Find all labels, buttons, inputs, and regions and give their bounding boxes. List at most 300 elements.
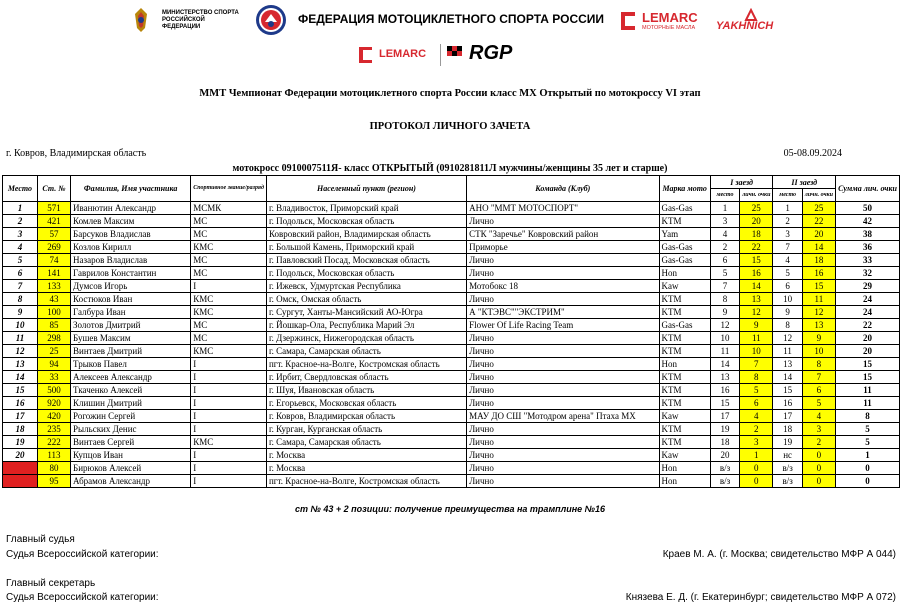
cell-moto: Gas-Gas [659,254,710,267]
cell-race1-pos: 4 [710,228,739,241]
cell-total: 22 [836,319,900,332]
cell-name: Козлов Кирилл [71,241,191,254]
cell-race1-pos: в/з [710,462,739,475]
cell-rank: МС [191,319,267,332]
cell-race1-pts: 9 [740,319,773,332]
cell-rank: I [191,280,267,293]
cell-race1-pts: 4 [740,410,773,423]
cell-team: Лично [467,254,659,267]
cell-city: г. Ковров, Владимирская область [266,410,466,423]
table-row [3,449,900,462]
cell-name: Винтаев Сергей [71,436,191,449]
cell-race2-pos: 12 [773,332,802,345]
cell-city: г. Курган, Курганская область [266,423,466,436]
cell-race1-pts: 14 [740,280,773,293]
cell-rank: I [191,410,267,423]
cell-team: Лично [467,215,659,228]
table-row [3,267,900,280]
cell-race2-pts: 0 [802,475,835,488]
cell-total: 15 [836,371,900,384]
cell-name: Галбура Иван [71,306,191,319]
cell-rank: МС [191,267,267,280]
cell-total: 50 [836,202,900,215]
cell-race1-pts: 25 [740,202,773,215]
cell-team: Лично [467,345,659,358]
lemarc-mark-icon [356,45,376,65]
col-moto: Марка мото [659,176,710,202]
cell-race2-pos: 5 [773,267,802,280]
cell-race1-pos: 15 [710,397,739,410]
cell-race2-pts: 3 [802,423,835,436]
cell-number: 133 [37,280,70,293]
cell-race2-pts: 14 [802,241,835,254]
cell-team: Лично [467,436,659,449]
cell-moto: Kaw [659,280,710,293]
rgp-flag-icon [445,44,465,64]
cell-rank: КМС [191,345,267,358]
cell-city: г. Йошкар-Ола, Республика Марий Эл [266,319,466,332]
cell-total: 29 [836,280,900,293]
cell-rank: I [191,397,267,410]
cell-moto: KTM [659,423,710,436]
cell-city: пгт. Красное-на-Волге, Костромская область [266,358,466,371]
cell-number: 80 [37,462,70,475]
cell-place: 16 [3,397,38,410]
cell-moto: Hon [659,267,710,280]
cell-race1-pts: 20 [740,215,773,228]
cell-number: 100 [37,306,70,319]
cell-race2-pos: 7 [773,241,802,254]
yakhnich-logo [716,8,788,34]
cell-number: 85 [37,319,70,332]
cell-team: Мотобокс 18 [467,280,659,293]
cell-name: Бирюков Алексей [71,462,191,475]
cell-number: 421 [37,215,70,228]
cell-race1-pts: 1 [740,449,773,462]
cell-total: 20 [836,345,900,358]
cell-race2-pos: 13 [773,358,802,371]
table-row [3,306,900,319]
cell-place: 7 [3,280,38,293]
cell-rank: МС [191,228,267,241]
results-table [2,175,900,488]
cell-number: 25 [37,345,70,358]
cell-race2-pos: 17 [773,410,802,423]
col-race1: I заезд [710,176,773,189]
cell-total: 15 [836,358,900,371]
cell-place: 18 [3,423,38,436]
chief-judge-name: Краев М. А. (г. Москва; свидетельство МФР А 044) [662,549,896,560]
cell-place: 10 [3,319,38,332]
cell-total: 42 [836,215,900,228]
cell-name: Назаров Владислав [71,254,191,267]
col-race2: II заезд [773,176,836,189]
cell-place: 6 [3,267,38,280]
cell-total: 20 [836,332,900,345]
col-number: Ст. № [37,176,70,202]
table-row [3,345,900,358]
col-rank: Спортивное звание/разряд [191,176,267,202]
cell-city: г. Ирбит, Свердловская область [266,371,466,384]
cell-total: 5 [836,436,900,449]
table-row [3,384,900,397]
cell-race2-pts: 16 [802,267,835,280]
cell-race2-pos: 3 [773,228,802,241]
cell-total: 1 [836,449,900,462]
class-subtitle: мотокросс 0910007511Я- класс ОТКРЫТЫЙ (0910281811Л мужчины/женщины 35 лет и старше) [232,163,668,174]
rgp-logo [445,42,537,68]
cell-race2-pos: 2 [773,215,802,228]
table-header-row [3,176,900,189]
cell-number: 57 [37,228,70,241]
cell-team: Лично [467,267,659,280]
cell-place [3,475,38,488]
cell-race2-pts: 11 [802,293,835,306]
cell-total: 36 [836,241,900,254]
cell-total: 33 [836,254,900,267]
cell-city: г. Москва [266,462,466,475]
cell-moto: Kaw [659,449,710,462]
col-city: Населенный пункт (регион) [266,176,466,202]
cell-team: Лично [467,449,659,462]
cell-team: Лично [467,397,659,410]
cell-rank: I [191,358,267,371]
cell-race1-pos: 9 [710,306,739,319]
cell-place: 12 [3,345,38,358]
ministry-emblem-icon [127,6,155,34]
cell-rank: КМС [191,306,267,319]
cell-name: Рыльских Денис [71,423,191,436]
cell-race2-pts: 7 [802,371,835,384]
cell-city: пгт. Красное-на-Волге, Костромская область [266,475,466,488]
table-row [3,397,900,410]
cell-race1-pos: 5 [710,267,739,280]
cell-name: Золотов Дмитрий [71,319,191,332]
cell-race2-pts: 12 [802,306,835,319]
federation-title: ФЕДЕРАЦИЯ МОТОЦИКЛЕТНОГО СПОРТА РОССИИ [298,12,605,26]
rgp-brand: RGP [469,42,513,64]
results-body [3,202,900,488]
ministry-text: МИНИСТЕРСТВО СПОРТА РОССИЙСКОЙ ФЕДЕРАЦИИ [162,10,239,30]
cell-rank: КМС [191,241,267,254]
cell-name: Абрамов Александр [71,475,191,488]
federation-logo-icon [255,4,287,36]
cell-name: Иванютин Александр [71,202,191,215]
cell-race1-pts: 15 [740,254,773,267]
cell-race1-pos: 16 [710,384,739,397]
cell-city: г. Подольск, Московская область [266,267,466,280]
logo-header [0,0,900,80]
cell-moto: KTM [659,371,710,384]
cell-total: 24 [836,306,900,319]
table-row [3,319,900,332]
cell-moto: KTM [659,332,710,345]
cell-total: 8 [836,410,900,423]
cell-rank: I [191,423,267,436]
cell-race1-pos: 10 [710,332,739,345]
cell-city: г. Владивосток, Приморский край [266,202,466,215]
jump-note: ст № 43 + 2 позиции: получение преимущества на трамплине №16 [295,504,605,514]
table-row [3,462,900,475]
cell-race1-pos: 17 [710,410,739,423]
cell-race2-pts: 0 [802,462,835,475]
cell-race2-pos: 10 [773,293,802,306]
cell-place: 17 [3,410,38,423]
cell-moto: KTM [659,436,710,449]
cell-city: г. Сургут, Ханты-Мансийский АО-Югра [266,306,466,319]
cell-name: Купцов Иван [71,449,191,462]
cell-total: 24 [836,293,900,306]
cell-city: г. Павловский Посад, Московская область [266,254,466,267]
cell-place: 11 [3,332,38,345]
cell-moto: KTM [659,397,710,410]
cell-city: Ковровский район, Владимирская область [266,228,466,241]
cell-place: 2 [3,215,38,228]
cell-moto: KTM [659,215,710,228]
cell-place: 9 [3,306,38,319]
cell-place: 14 [3,371,38,384]
cell-race1-pts: 0 [740,462,773,475]
cell-race1-pts: 2 [740,423,773,436]
col-total: Сумма лич. очки [836,176,900,202]
cell-race1-pts: 22 [740,241,773,254]
cell-race2-pos: 19 [773,436,802,449]
cell-race1-pos: 18 [710,436,739,449]
cell-race1-pos: 14 [710,358,739,371]
cell-total: 0 [836,475,900,488]
table-row [3,241,900,254]
cell-team: МАУ ДО СШ "Мотодром арена" Птаха МХ [467,410,659,423]
cell-team: Лично [467,371,659,384]
cell-race2-pos: 16 [773,397,802,410]
cell-race2-pos: 11 [773,345,802,358]
cell-race1-pos: 8 [710,293,739,306]
cell-name: Алексеев Александр [71,371,191,384]
cell-race1-pos: 6 [710,254,739,267]
cell-place: 13 [3,358,38,371]
cell-race2-pts: 15 [802,280,835,293]
cell-place: 5 [3,254,38,267]
cell-race2-pts: 13 [802,319,835,332]
cell-race1-pts: 5 [740,384,773,397]
cell-race1-pos: 20 [710,449,739,462]
cell-rank: МС [191,332,267,345]
cell-rank: КМС [191,436,267,449]
cell-name: Трыков Павел [71,358,191,371]
cell-number: 222 [37,436,70,449]
cell-total: 11 [836,397,900,410]
cell-rank: I [191,371,267,384]
cell-number: 500 [37,384,70,397]
cell-team: Лично [467,384,659,397]
cell-race2-pts: 0 [802,449,835,462]
cell-race1-pts: 6 [740,397,773,410]
cell-city: г. Егорьевск, Московская область [266,397,466,410]
cell-city: г. Подольск, Московская область [266,215,466,228]
lemarc-brand: LEMARC [642,10,698,25]
cell-race1-pts: 3 [740,436,773,449]
cell-race2-pos: в/з [773,462,802,475]
col-race2-pts: личн. очки [802,189,835,202]
cell-race1-pts: 0 [740,475,773,488]
cell-race2-pos: 1 [773,202,802,215]
col-race2-pos: место [773,189,802,202]
cell-number: 33 [37,371,70,384]
cell-race2-pts: 9 [802,332,835,345]
lemarc-sub: МОТОРНЫЕ МАСЛА [642,25,696,31]
cell-race1-pts: 16 [740,267,773,280]
cell-race2-pos: нс [773,449,802,462]
cell-total: 32 [836,267,900,280]
col-race1-pos: место [710,189,739,202]
cell-moto: Gas-Gas [659,319,710,332]
cell-place: 1 [3,202,38,215]
cell-number: 235 [37,423,70,436]
cell-city: г. Москва [266,449,466,462]
cell-race1-pts: 8 [740,371,773,384]
cell-team: А "КТЭВС""ЭКСТРИМ" [467,306,659,319]
cell-city: г. Омск, Омская область [266,293,466,306]
cell-name: Думсов Игорь [71,280,191,293]
cell-number: 43 [37,293,70,306]
cell-city: г. Самара, Самарская область [266,436,466,449]
protocol-title: ПРОТОКОЛ ЛИЧНОГО ЗАЧЕТА [369,121,531,132]
cell-place: 19 [3,436,38,449]
cell-race2-pos: 15 [773,384,802,397]
cell-race2-pts: 5 [802,397,835,410]
cell-rank: I [191,384,267,397]
cell-team: АНО "ММТ МОТОСПОРТ" [467,202,659,215]
col-name: Фамилия, Имя участника [71,176,191,202]
cell-race1-pts: 12 [740,306,773,319]
lemarc-logo-secondary [356,44,438,66]
table-row [3,215,900,228]
cell-city: г. Дзержинск, Нижегородская область [266,332,466,345]
lemarc-mid-brand: LEMARC [379,48,427,60]
cell-race1-pts: 13 [740,293,773,306]
cell-moto: Kaw [659,410,710,423]
cell-race2-pts: 2 [802,436,835,449]
cell-race1-pts: 10 [740,345,773,358]
cell-team: Flower Of Life Racing Team [467,319,659,332]
cell-city: г. Шуя, Ивановская область [266,384,466,397]
cell-race1-pos: 12 [710,319,739,332]
cell-moto: Hon [659,462,710,475]
cell-number: 113 [37,449,70,462]
cell-team: Лично [467,475,659,488]
cell-place: 15 [3,384,38,397]
yakhnich-brand: YAKHNICH [716,20,774,32]
chief-judge-title: Главный судья [6,534,75,545]
cell-moto: KTM [659,345,710,358]
cell-race1-pos: 1 [710,202,739,215]
cell-moto: KTM [659,293,710,306]
cell-rank: I [191,449,267,462]
lemarc-mark-icon [617,10,639,32]
cell-number: 95 [37,475,70,488]
chief-judge-category: Судья Всероссийской категории: [6,549,159,560]
cell-total: 5 [836,423,900,436]
cell-race2-pos: 18 [773,423,802,436]
cell-city: г. Самара, Самарская область [266,345,466,358]
cell-name: Ткаченко Алексей [71,384,191,397]
cell-race2-pts: 20 [802,228,835,241]
cell-race2-pts: 25 [802,202,835,215]
cell-race2-pts: 8 [802,358,835,371]
cell-city: г. Ижевск, Удмуртская Республика [266,280,466,293]
table-row [3,475,900,488]
cell-name: Костюков Иван [71,293,191,306]
table-row [3,358,900,371]
cell-name: Бушев Максим [71,332,191,345]
table-row [3,410,900,423]
cell-name: Рогожин Сергей [71,410,191,423]
cell-name: Гаврилов Константин [71,267,191,280]
cell-number: 74 [37,254,70,267]
cell-race2-pos: 9 [773,306,802,319]
table-row [3,332,900,345]
cell-number: 94 [37,358,70,371]
chief-secretary-category: Судья Всероссийской категории: [6,592,159,603]
cell-race2-pos: 6 [773,280,802,293]
cell-place: 4 [3,241,38,254]
championship-title: ММТ Чемпионат Федерации мотоциклетного спорта России класс МХ Открытый по мотокроссу VI этап [199,88,701,99]
cell-race2-pts: 18 [802,254,835,267]
cell-race2-pts: 4 [802,410,835,423]
cell-race2-pos: 4 [773,254,802,267]
cell-moto: KTM [659,306,710,319]
event-location: г. Ковров, Владимирская область [6,148,147,159]
table-row [3,293,900,306]
cell-rank: МС [191,215,267,228]
cell-race1-pos: 7 [710,280,739,293]
cell-rank: МСМК [191,202,267,215]
table-row [3,202,900,215]
cell-rank: I [191,462,267,475]
cell-team: Лично [467,358,659,371]
cell-race1-pos: 19 [710,423,739,436]
cell-number: 141 [37,267,70,280]
cell-team: СТК "Заречье" Ковровский район [467,228,659,241]
cell-race1-pos: в/з [710,475,739,488]
cell-rank: I [191,475,267,488]
cell-place: 3 [3,228,38,241]
cell-race2-pts: 6 [802,384,835,397]
cell-total: 0 [836,462,900,475]
cell-race1-pos: 13 [710,371,739,384]
cell-rank: МС [191,254,267,267]
cell-race1-pos: 3 [710,215,739,228]
cell-city: г. Большой Камень, Приморский край [266,241,466,254]
cell-number: 298 [37,332,70,345]
cell-moto: Gas-Gas [659,241,710,254]
cell-place [3,462,38,475]
cell-moto: Gas-Gas [659,202,710,215]
cell-name: Клишин Дмитрий [71,397,191,410]
cell-race1-pos: 11 [710,345,739,358]
event-date: 05-08.09.2024 [783,148,842,159]
cell-total: 38 [836,228,900,241]
cell-race2-pos: 14 [773,371,802,384]
table-row [3,371,900,384]
cell-moto: Yam [659,228,710,241]
cell-race2-pts: 22 [802,215,835,228]
cell-moto: Hon [659,475,710,488]
cell-number: 269 [37,241,70,254]
cell-place: 8 [3,293,38,306]
cell-team: Лично [467,462,659,475]
cell-race2-pos: в/з [773,475,802,488]
